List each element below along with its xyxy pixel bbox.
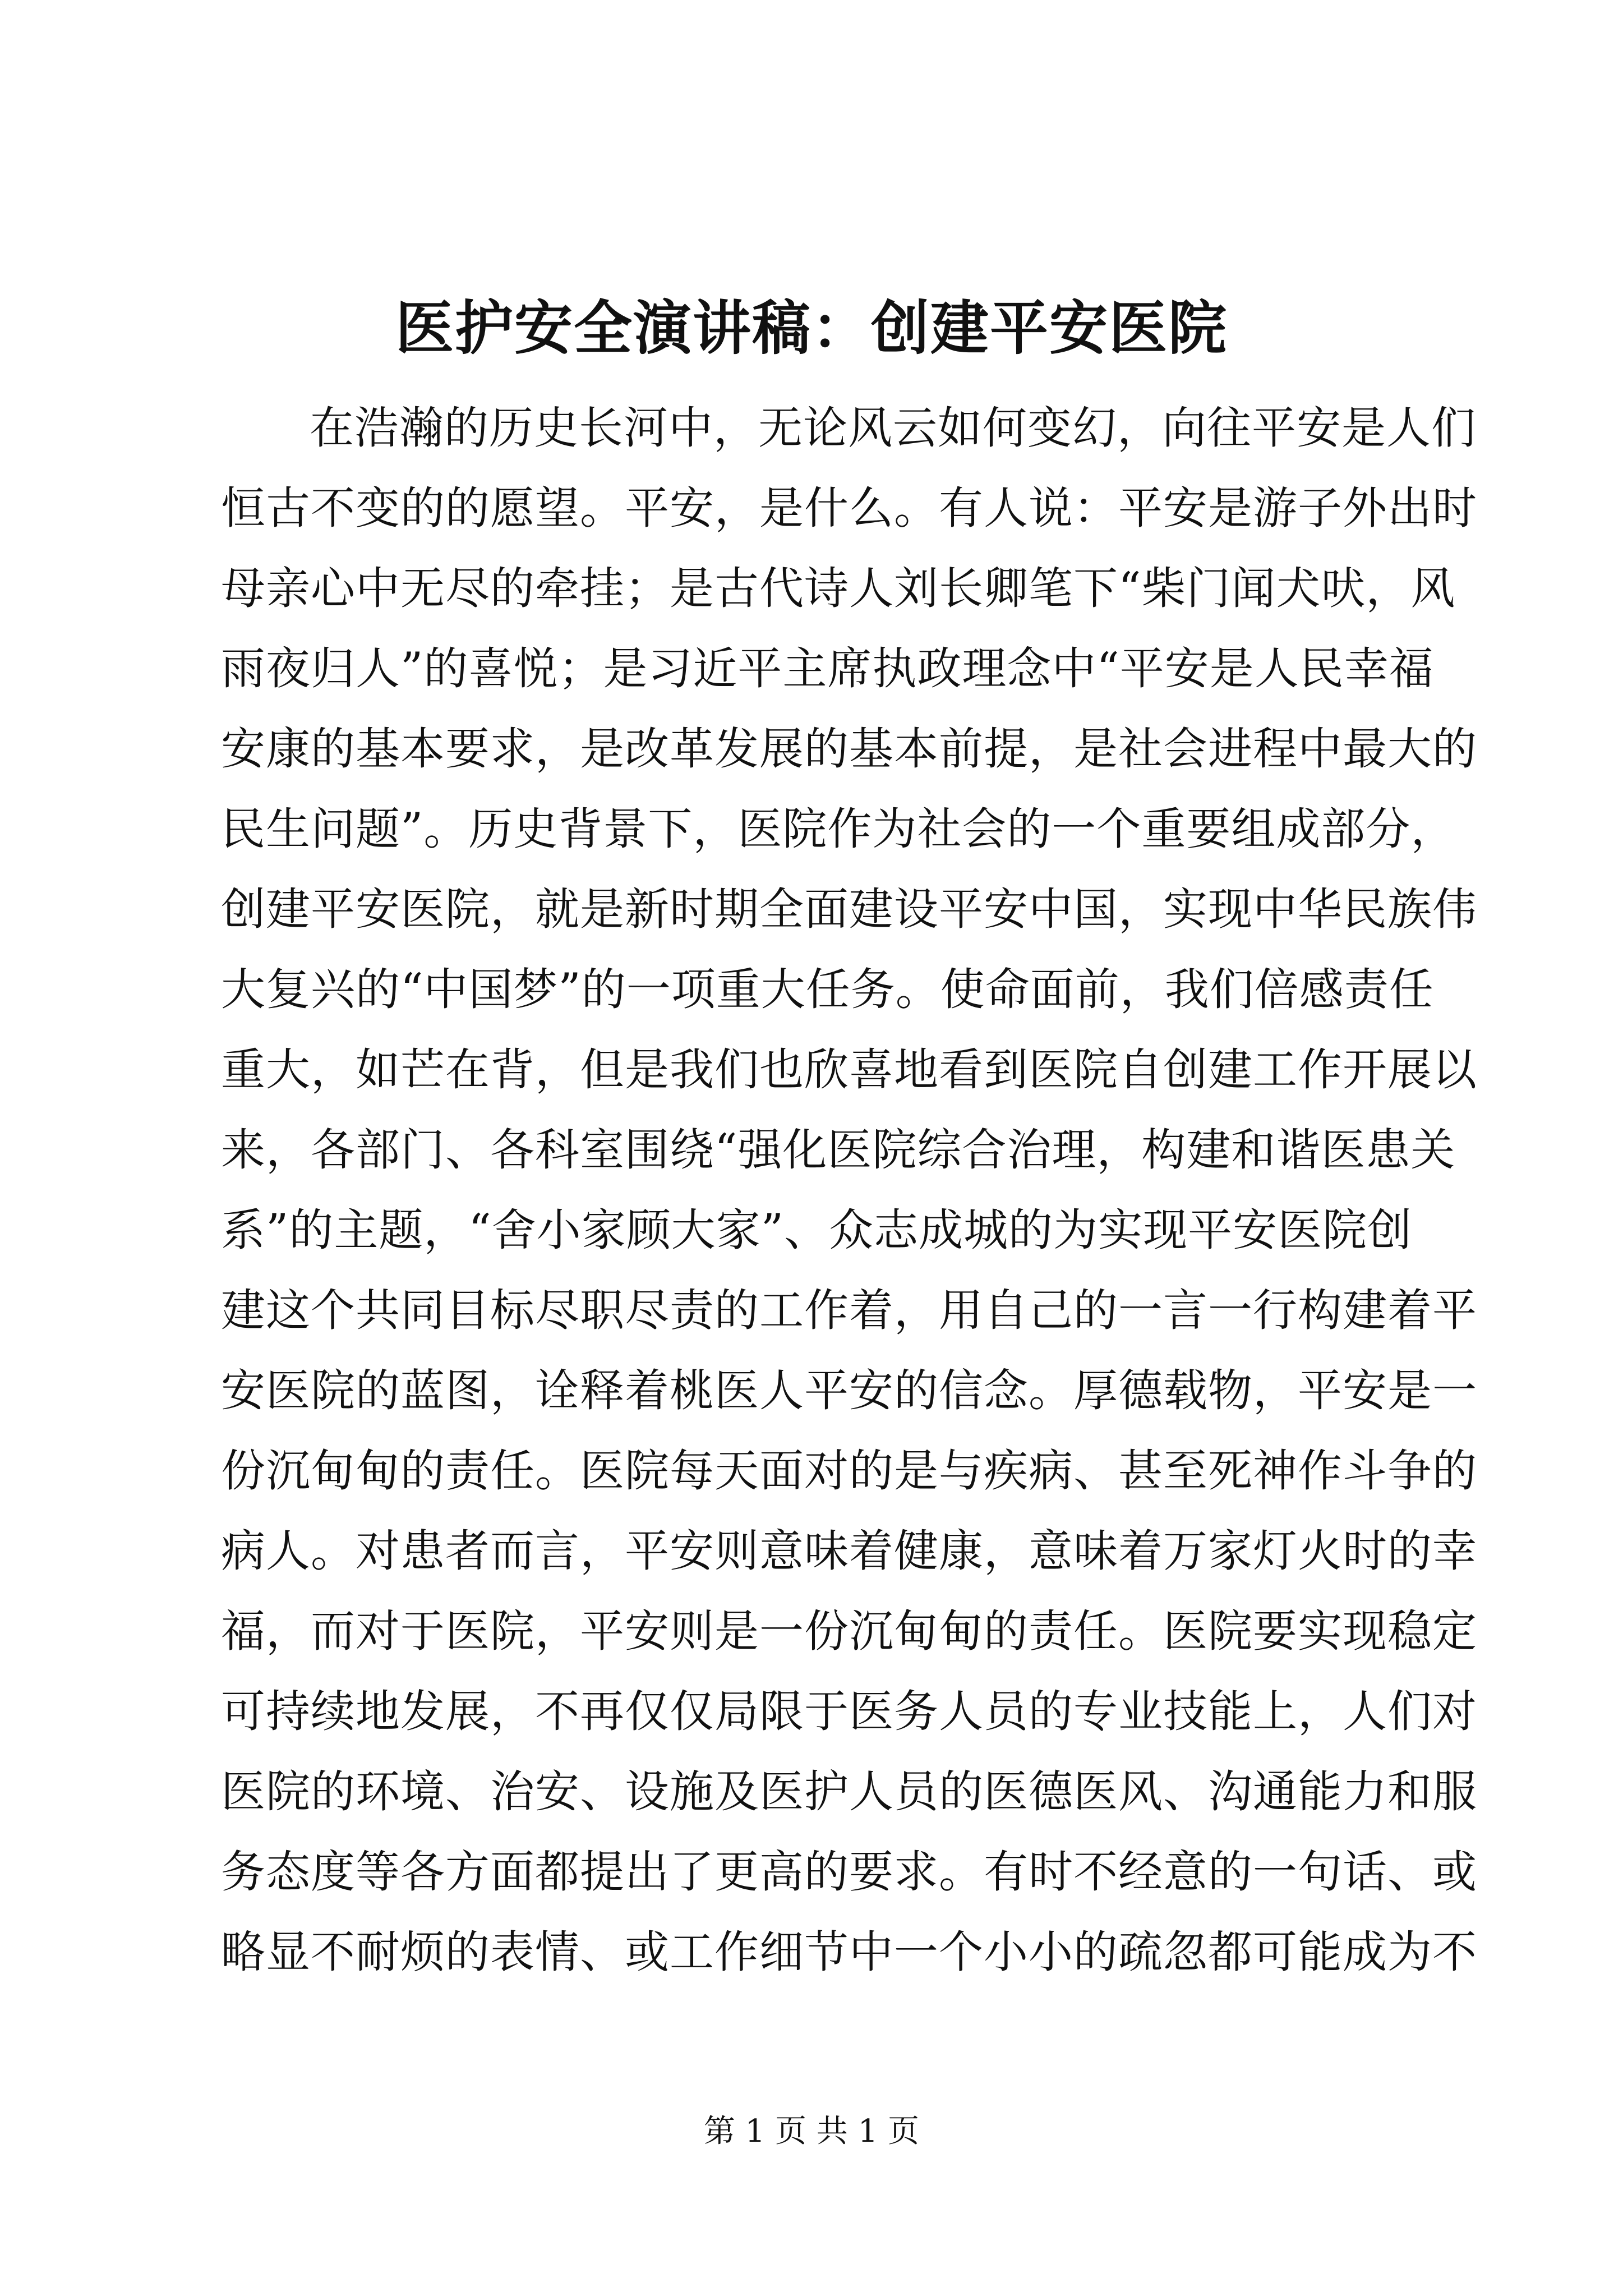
body-line: 务态度等各方面都提出了更高的要求。有时不经意的一句话、或 (221, 1846, 1477, 1898)
body-line: 可持续地发展，不再仅仅局限于医务人员的专业技能上，人们对 (221, 1686, 1477, 1737)
body-line: 病人。对患者而言，平安则意味着健康，意味着万家灯火时的幸 (221, 1525, 1477, 1577)
body-line: 创建平安医院，就是新时期全面建设平安中国，实现中华民族伟 (221, 884, 1477, 935)
body-line: 大复兴的“中国梦”的一项重大任务。使命面前，我们倍感责任 (221, 964, 1434, 1015)
page-footer: 第 1 页 共 1 页 (703, 2113, 920, 2150)
body-line: 雨夜归人”的喜悦；是习近平主席执政理念中“平安是人民幸福 (221, 643, 1434, 694)
body-line: 民生问题”。历史背景下，医院作为社会的一个重要组成部分， (221, 803, 1456, 855)
body-line: 福，而对于医院，平安则是一份沉甸甸的责任。医院要实现稳定 (221, 1605, 1477, 1657)
body-line: 母亲心中无尽的牵挂；是古代诗人刘长卿笔下“柴门闻犬吠，风 (221, 563, 1456, 614)
body-line: 医院的环境、治安、设施及医护人员的医德医风、沟通能力和服 (221, 1766, 1477, 1818)
body-line: 系”的主题，“舍小家顾大家”、众志成城的为实现平安医院创 (221, 1204, 1413, 1256)
body-line: 来，各部门、各科室围绕“强化医院综合治理，构建和谐医患关 (221, 1124, 1456, 1176)
document-body (221, 388, 1477, 1993)
body-line: 在浩瀚的历史长河中，无论风云如何变幻，向往平安是人们 (310, 402, 1476, 454)
body-line: 份沉甸甸的责任。医院每天面对的是与疾病、甚至死神作斗争的 (221, 1445, 1477, 1497)
document-title: 医护安全演讲稿：创建平安医院 (395, 293, 1228, 362)
body-line: 恒古不变的的愿望。平安，是什么。有人说：平安是游子外出时 (221, 482, 1477, 534)
body-line: 建这个共同目标尽职尽责的工作着，用自己的一言一行构建着平 (221, 1285, 1477, 1336)
body-line: 安医院的蓝图，诠释着桃医人平安的信念。厚德载物，平安是一 (221, 1365, 1477, 1416)
body-line: 略显不耐烦的表情、或工作细节中一个小小的疏忽都可能成为不 (221, 1926, 1477, 1978)
body-line: 重大，如芒在背，但是我们也欣喜地看到医院自创建工作开展以 (221, 1044, 1477, 1096)
body-line: 安康的基本要求，是改革发展的基本前提，是社会进程中最大的 (221, 723, 1477, 775)
